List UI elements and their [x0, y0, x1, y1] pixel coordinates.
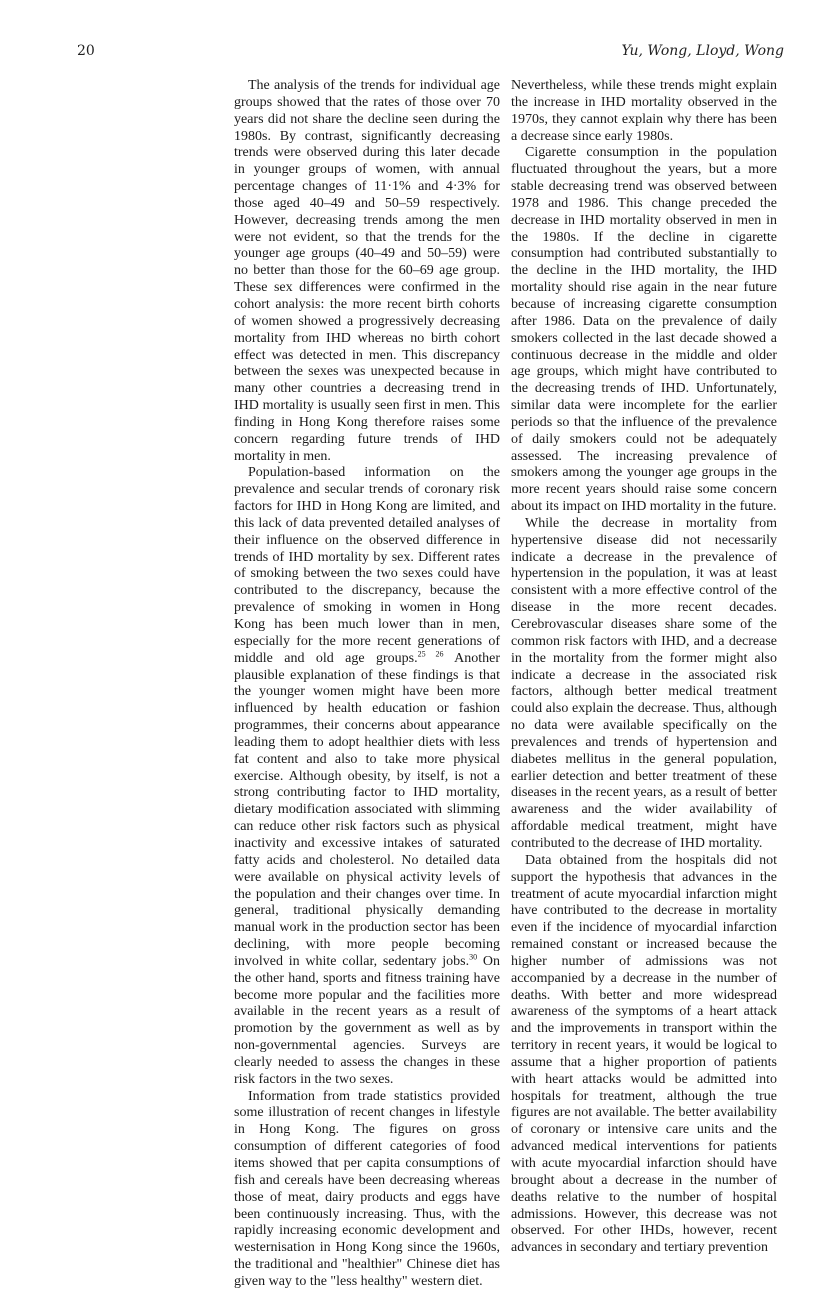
paragraph-cigarette-consumption: Cigarette consumption in the population fluctuated throughout the years, but a more stable decreasing trend was observed between 1978 and 1986. This change preceded the decrease in IHD mortality observed in men in the 1980s. If the decline in cigarette consumption had contributed substantially to the decline in the IHD mortality, the IHD mortality should rise again in the near future because of increasing cigarette consumption after 1986. Data on the prevalence of daily smokers collected in the last decade showed a continuous decrease in the middle and older age groups, which might have contributed to the decreasing trends of IHD. Unfortunately, similar data were incomplete for the earlier periods so that the influence of the prevalence of daily smokers could not be adequately assessed. The increasing prevalence of smokers among the younger age groups in the more recent years should raise some concern about its impact on IHD mortality in the future.: [511, 145, 777, 515]
left-text-column: [234, 78, 500, 1291]
paragraph-risk-factors: [234, 465, 500, 1088]
paragraph-risk-factors-part1: Population-based information on the prevalence and secular trends of coronary risk factors for IHD in Hong Kong are limited, and this lack of data prevented detailed analyses of their influence on the observed difference in trends of IHD mortality by sex. Different rates of smoking between the two sexes could have contributed to the discrepancy, because the prevalence of smoking in women in Hong Kong has been much lower than in men, especially for the more recent generations of middle and old age groups.: [234, 465, 500, 666]
paragraph-trade-statistics: Information from trade statistics provided some illustration of recent changes in lifestyle in Hong Kong. The figures on gross consumption of different categories of food items showed that per capita consumptions of fish and cereals have been decreasing whereas those of meat, dairy products and eggs have been continuously increasing. Thus, with the rapidly increasing economic development and westernisation in Hong Kong since the 1960s, the traditional and "healthier" Chinese diet has given way to the "less healthy" western diet.: [234, 1088, 500, 1289]
paragraph-age-trends: The analysis of the trends for individual age groups showed that the rates of those over 70 years did not share the decline seen during the 1980s. By contrast, significantly decreasing trends were observed during this later decade in younger groups of women, with annual percentage changes of 11·1% and 4·3% for those aged 40–49 and 50–59 respectively. However, decreasing trends among the men were not evident, so that the trends for the younger age groups (40–49 and 50–59) were no better than those for the 60–69 age group. These sex differences were confirmed in the cohort analysis: the more recent birth cohorts of women showed a progressively decreasing mortality from IHD whereas no birth cohort effect was detected in men. This discrepancy between the sexes was unexpected because in many other countries a decreasing trend in IHD mortality is usually seen first in men. This finding in Hong Kong therefore raises some concern regarding future trends of IHD mortality in men.: [234, 78, 500, 464]
citation-30: 30: [469, 952, 478, 962]
paragraph-continuation: Nevertheless, while these trends might explain the increase in IHD mortality observed in the 1970s, they cannot explain why there has been a decrease since early 1980s.: [511, 78, 777, 144]
citation-25-26: 25 26: [417, 649, 444, 659]
running-head-authors: Yu, Wong, Lloyd, Wong: [621, 43, 784, 59]
paragraph-risk-factors-part2: Another plausible explanation of these findings is that the younger women might have been more influenced by health education or fashion programmes, their concerns about appearance leading them to adopt healthier diets with less fat content and also to take more physical exercise. Although obesity, by itself, is not a strong contributing factor to IHD mortality, dietary modification associated with slimming can reduce other risk factors such as physical inactivity and excessive intakes of saturated fatty acids and cholesterol. No detailed data were available on physical activity levels of the population and their changes over time. In general, traditional physically demanding manual work in the production sector has been declining, with more people becoming involved in white collar, sedentary jobs.: [234, 650, 501, 969]
paragraph-hypertension: While the decrease in mortality from hypertensive disease did not necessarily indicate a decrease in the prevalence of hypertension in the population, it was at least consistent with a more effective control of the disease in the more recent decades. Cerebrovascular diseases share some of the common risk factors with IHD, and a decrease in the mortality from the former might also indicate a decrease in the associated risk factors, although better medical treatment could also explain the decrease. Thus, although no data were available specifically on the prevalences and trends of hypertension and diabetes mellitus in the general population, earlier detection and better treatment of these diseases in the recent years, as a result of better awareness and the wider availability of affordable medical treatment, might have contributed to the decrease of IHD mortality.: [511, 515, 777, 851]
page-number: 20: [77, 43, 95, 59]
paragraph-hospital-data: Data obtained from the hospitals did not support the hypothesis that advances in the treatment of acute myocardial infarction might have contributed to the decrease in mortality even if the incidence of myocardial infarction remained constant or increased because the higher number of admissions was not accompanied by a decrease in the number of deaths. With better and more widespread awareness of the symptoms of a heart attack and the improvements in transport within the territory in recent years, it would be logical to assume that a higher proportion of patients with heart attacks would be admitted into hospitals for treatment, although the true figures are not available. The better availability of coronary or intensive care units and the advanced medical interventions for patients with acute myocardial infarction should have brought about a decrease in the number of deaths relative to the number of hospital admissions. However, this decrease was not observed. For other IHDs, however, recent advances in secondary and tertiary prevention: [511, 852, 777, 1256]
paragraph-risk-factors-part3: On the other hand, sports and fitness training have become more popular and the facilities more available in the recent years as a result of promotion by the government as well as by non-governmental agencies. Surveys are clearly needed to assess the changes in these risk factors in the two sexes.: [234, 953, 500, 1087]
right-text-column: [511, 78, 777, 1257]
